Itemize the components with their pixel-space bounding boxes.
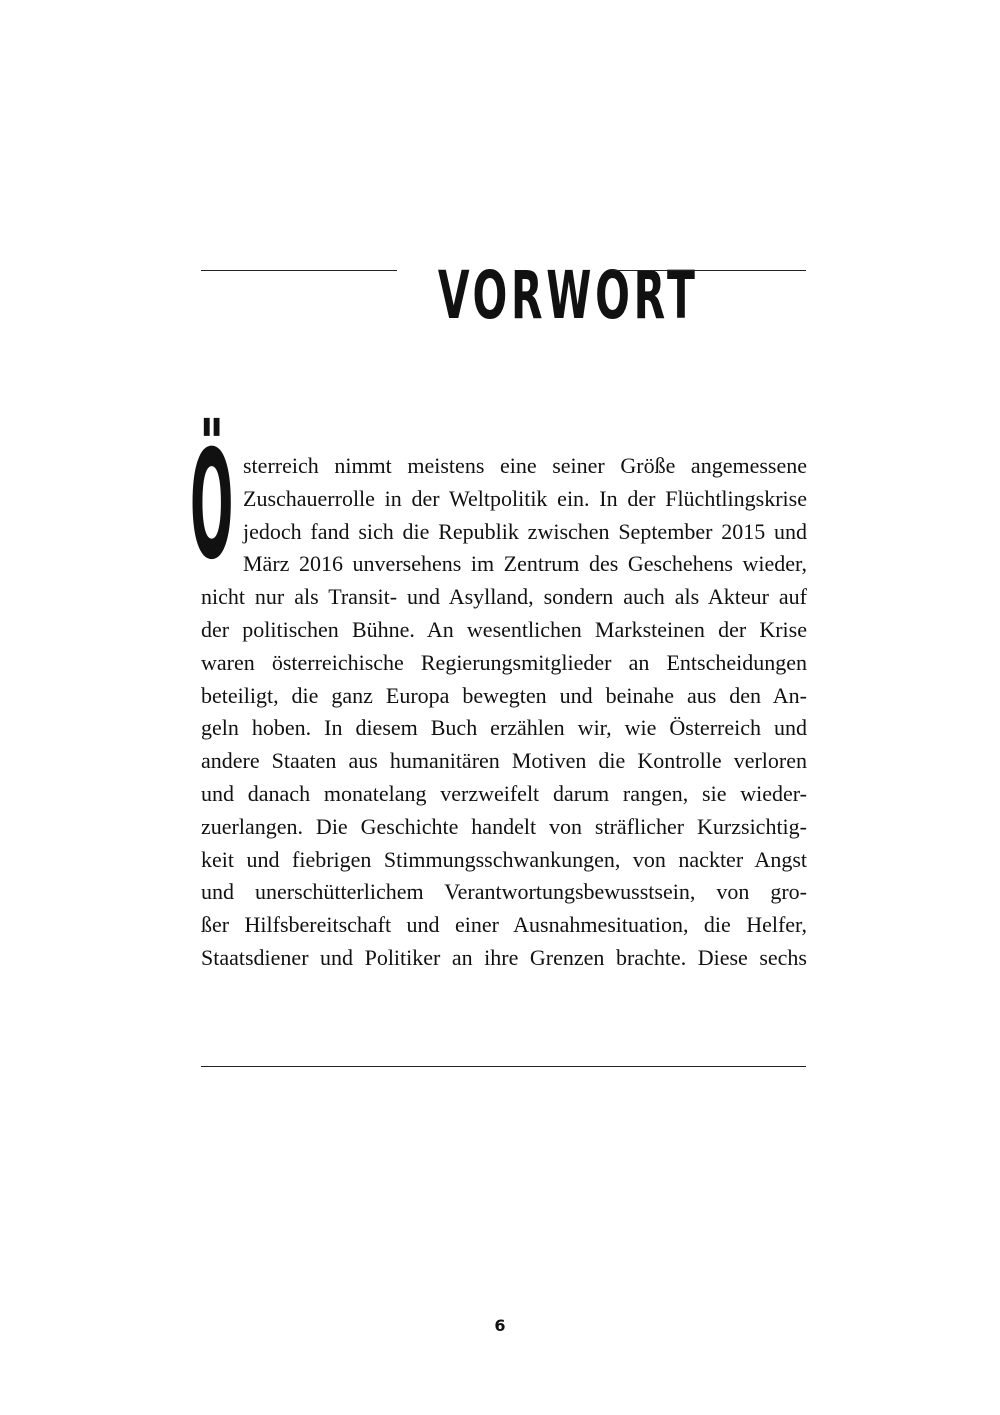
- preface-paragraph: [201, 450, 807, 975]
- text-line: sterreich nimmt meistens eine seiner Größe angemessene: [243, 453, 807, 478]
- text-line: und danach monatelang verzweifelt darum rangen, sie wieder-: [201, 780, 807, 806]
- text-line: ßer Hilfsbereitschaft und einer Ausnahmesituation, die Helfer,: [201, 912, 807, 938]
- text-line: März 2016 unversehens im Zentrum des Geschehens wieder,: [243, 551, 807, 577]
- text-line: beteiligt, die ganz Europa bewegten und beinahe aus den An-: [201, 682, 807, 708]
- text-line: jedoch fand sich die Republik zwischen September 2015 und: [243, 518, 807, 544]
- text-line: nicht nur als Transit- und Asylland, sondern auch als Akteur auf: [201, 584, 807, 610]
- text-line: waren österreichische Regierungsmitglieder an Entscheidungen: [201, 649, 807, 675]
- page-number: 6: [494, 1316, 506, 1335]
- title-rule-right: [612, 270, 806, 271]
- text-line: und unerschütterlichem Verantwortungsbewusstsein, von gro-: [201, 879, 807, 905]
- bottom-rule: [201, 1066, 806, 1067]
- chapter-title: VORWORT: [437, 257, 699, 334]
- text-line: zuerlangen. Die Geschichte handelt von sträflicher Kurzsichtig-: [201, 813, 807, 839]
- text-line: Zuschauerrolle in der Weltpolitik ein. In der Flüchtlingskrise: [243, 485, 807, 511]
- text-line: andere Staaten aus humanitären Motiven die Kontrolle verloren: [201, 748, 807, 774]
- drop-cap-letter: Ö: [190, 419, 234, 593]
- title-rule-left: [201, 270, 397, 271]
- text-line: Staatsdiener und Politiker an ihre Grenzen brachte. Diese sechs: [201, 944, 807, 970]
- text-line: keit und fiebrigen Stimmungsschwankungen, von nackter Angst: [201, 846, 807, 872]
- text-line: geln hoben. In diesem Buch erzählen wir, wie Österreich und: [201, 715, 807, 741]
- text-line: der politischen Bühne. An wesentlichen Marksteinen der Krise: [201, 616, 807, 642]
